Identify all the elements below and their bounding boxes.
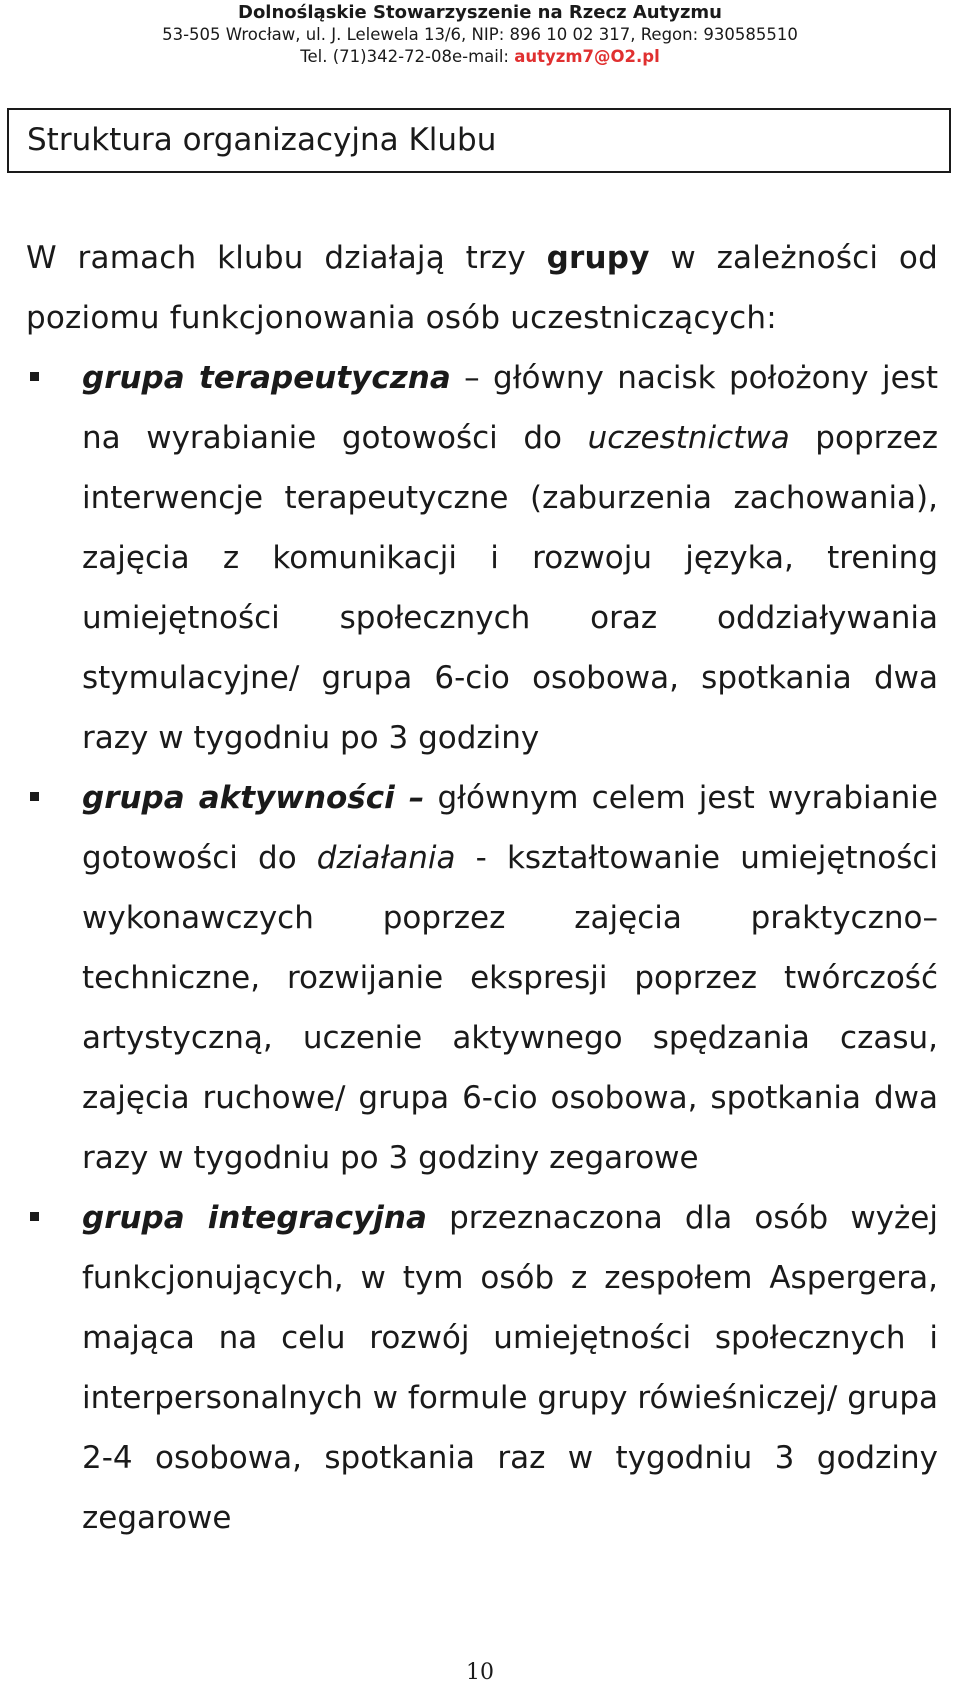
group-item-integration	[26, 1188, 938, 1548]
group-item-activity	[26, 768, 938, 1188]
group-text: - kształtowanie umiejętności wykonawczych poprzez zajęcia praktyczno–techniczne, rozwijanie ekspresji poprzez twórczość artystyczną, uczenie aktywnego spędzania czasu, zajęcia ruchowe/ grupa 6-cio osobowa, spotkania dwa razy w tygodniu po 3 godziny zegarowe	[82, 840, 939, 1176]
group-name: grupa terapeutyczna	[82, 360, 451, 396]
bullet-icon	[30, 1212, 39, 1221]
group-name: grupa integracyjna	[82, 1200, 427, 1236]
organization-name: Dolnośląskie Stowarzyszenie na Rzecz Autyzmu	[238, 2, 722, 23]
groups-list	[26, 348, 938, 1548]
letterhead	[0, 2, 960, 68]
group-item-therapeutic	[26, 348, 938, 768]
group-text: przeznaczona dla osób wyżej funkcjonujących, w tym osób z zespołem Aspergera, mająca na celu rozwój umiejętności społecznych i interpersonalnych w formule grupy rówieśniczej/ grupa 2-4 osobowa, spotkania raz w tygodniu 3 godziny zegarowe	[82, 1200, 938, 1536]
intro-text-start: W ramach klubu działają trzy	[26, 240, 547, 276]
intro-paragraph	[26, 228, 938, 348]
group-text: poprzez interwencje terapeutyczne (zaburzenia zachowania), zajęcia z komunikacji i rozwoju języka, trening umiejętności społecznych oraz oddziaływania stymulacyjne/ grupa 6-cio osobowa, spotkania dwa razy w tygodniu po 3 godziny	[82, 420, 938, 756]
contact-line	[0, 46, 960, 68]
group-italic-term: działania	[316, 840, 456, 876]
email-label: e-mail:	[451, 47, 515, 66]
group-text: głównym celem jest wyrabianie gotowości do	[82, 780, 938, 876]
group-italic-term: uczestnictwa	[587, 420, 790, 456]
intro-text-end: w zależności od poziomu funkcjonowania osób uczestniczących:	[26, 240, 938, 336]
group-name: grupa aktywności	[82, 780, 395, 816]
section-title-box	[7, 108, 951, 173]
bullet-icon	[30, 372, 39, 381]
bullet-icon	[30, 792, 39, 801]
email-link[interactable]: autyzm7@O2.pl	[514, 47, 660, 66]
section-title: Struktura organizacyjna Klubu	[27, 122, 497, 158]
organization-address: 53-505 Wrocław, ul. J. Lelewela 13/6, NIP: 896 10 02 317, Regon: 930585510	[162, 25, 798, 44]
page-number: 10	[466, 1660, 494, 1685]
phone-number: Tel. (71)342-72-08	[300, 47, 452, 66]
group-dash: –	[394, 780, 425, 816]
group-text: – główny nacisk położony jest na wyrabianie gotowości do	[82, 360, 938, 456]
document-body	[26, 228, 938, 1548]
intro-emphasis: grupy	[546, 240, 650, 276]
